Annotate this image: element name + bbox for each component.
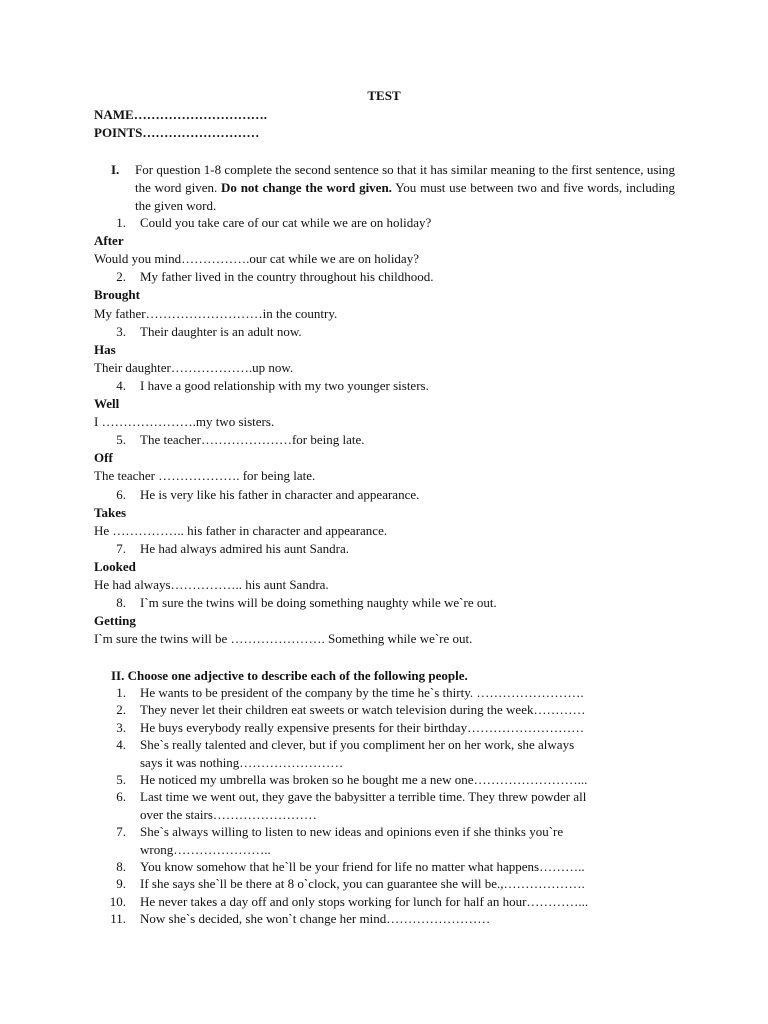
answer-line: I`m sure the twins will be …………………. Something while we`re out. (94, 631, 473, 647)
item-text: She`s really talented and clever, but if you compliment her on her work, she always (140, 737, 575, 753)
question-row (0, 378, 768, 396)
adjective-item (0, 772, 768, 790)
points-line: POINTS……………………… (94, 125, 260, 140)
section-1-instruction (135, 161, 675, 215)
question-sentence: Their daughter is an adult now. (140, 323, 302, 339)
item-text: Now she`s decided, she won`t change her mind…………………… (140, 911, 491, 927)
item-number: 2. (116, 702, 126, 718)
adjective-item (0, 737, 768, 755)
answer-line: I ………………….my two sisters. (94, 414, 275, 430)
adjective-item (0, 842, 768, 860)
question-sentence: My father lived in the country throughout his childhood. (140, 269, 434, 285)
item-number: 1. (116, 685, 126, 700)
adjective-item (0, 789, 768, 807)
item-text: He noticed my umbrella was broken so he bought me a new one……………………... (140, 772, 588, 787)
question-row (0, 487, 768, 505)
question-number: 4. (116, 377, 126, 393)
adjective-item (0, 755, 768, 773)
question-sentence: The teacher…………………for being late. (140, 432, 365, 448)
item-text: Last time we went out, they gave the babysitter a terrible time. They threw powder all (140, 789, 587, 805)
key-word: Has (94, 341, 116, 357)
answer-line: Their daughter……………….up now. (94, 359, 294, 375)
item-number: 9. (116, 876, 126, 892)
item-number: 11. (110, 911, 126, 927)
item-text: They never let their children eat sweets or watch television during the week………… (140, 702, 586, 718)
question-row (0, 269, 768, 287)
key-word: After (94, 233, 124, 249)
item-number: 5. (116, 772, 126, 787)
answer-line: Would you mind…………….our cat while we are on holiday? (94, 251, 419, 267)
test-title: TEST (367, 88, 401, 103)
question-sentence: He is very like his father in character and appearance. (140, 486, 420, 502)
question-number: 1. (116, 215, 126, 230)
question-number: 8. (116, 595, 126, 611)
item-text: If she says she`ll be there at 8 o`clock, you can guarantee she will be.,………………. (140, 876, 585, 892)
question-sentence: He had always admired his aunt Sandra. (140, 540, 350, 556)
key-word: Getting (94, 613, 136, 629)
answer-line: The teacher ………………. for being late. (94, 468, 316, 484)
name-line: NAME…………………………. (94, 107, 267, 122)
answer-line: He …………….. his father in character and appearance. (94, 522, 388, 538)
item-text: He wants to be president of the company by the time he`s thirty. ……………………. (140, 685, 584, 700)
key-word: Brought (94, 287, 140, 303)
question-number: 2. (116, 269, 126, 285)
question-row (0, 541, 768, 559)
item-text: over the stairs…………………… (140, 806, 317, 822)
adjective-item (0, 859, 768, 877)
question-row (0, 215, 768, 233)
key-word: Takes (94, 504, 127, 520)
item-number: 7. (116, 824, 126, 840)
adjective-item (0, 807, 768, 825)
item-text: You know somehow that he`ll be your friend for life no matter what happens……….. (140, 859, 585, 874)
item-text: says it was nothing…………………… (140, 754, 344, 770)
adjective-item (0, 685, 768, 703)
question-row (0, 324, 768, 342)
question-number: 6. (116, 486, 126, 502)
adjective-item (0, 894, 768, 912)
item-text: wrong………………….. (140, 841, 271, 857)
instruction-bold: Do not change the word given. (221, 180, 392, 195)
item-text: She`s always willing to listen to new ideas and opinions even if she thinks you`re (140, 824, 564, 840)
question-row (0, 595, 768, 613)
item-number: 10. (109, 893, 126, 909)
item-text: He never takes a day off and only stops working for lunch for half an hour…………... (140, 893, 589, 909)
question-sentence: I have a good relationship with my two younger sisters. (140, 377, 429, 393)
item-number: 3. (116, 719, 126, 735)
key-word: Well (94, 396, 120, 411)
answer-line: He had always…………….. his aunt Sandra. (94, 577, 329, 592)
key-word: Looked (94, 558, 136, 574)
section-1-numeral: I. (111, 162, 120, 177)
answer-line: My father………………………in the country. (94, 305, 338, 321)
adjective-item (0, 702, 768, 720)
adjective-item (0, 824, 768, 842)
item-number: 4. (116, 737, 126, 753)
adjective-item (0, 911, 768, 929)
question-number: 5. (116, 432, 126, 448)
instruction-text: For question 1-8 complete the second sentence so that it has similar meaning to the first sentence, using the word given. (135, 162, 675, 195)
question-row (0, 432, 768, 450)
adjective-item (0, 876, 768, 894)
instruction-text-end: You must use between two and five words, including the given word. (135, 180, 676, 213)
section-2-heading: II. Choose one adjective to describe each of the following people. (111, 668, 468, 683)
item-number: 6. (116, 789, 126, 805)
key-word: Off (94, 450, 113, 466)
item-number: 8. (116, 859, 126, 874)
question-sentence: I`m sure the twins will be doing something naughty while we`re out. (140, 595, 497, 611)
item-text: He buys everybody really expensive presents for their birthday……………………… (140, 719, 585, 735)
adjective-item (0, 720, 768, 738)
question-number: 3. (116, 323, 126, 339)
question-sentence: Could you take care of our cat while we are on holiday? (140, 215, 432, 230)
question-number: 7. (116, 540, 126, 556)
